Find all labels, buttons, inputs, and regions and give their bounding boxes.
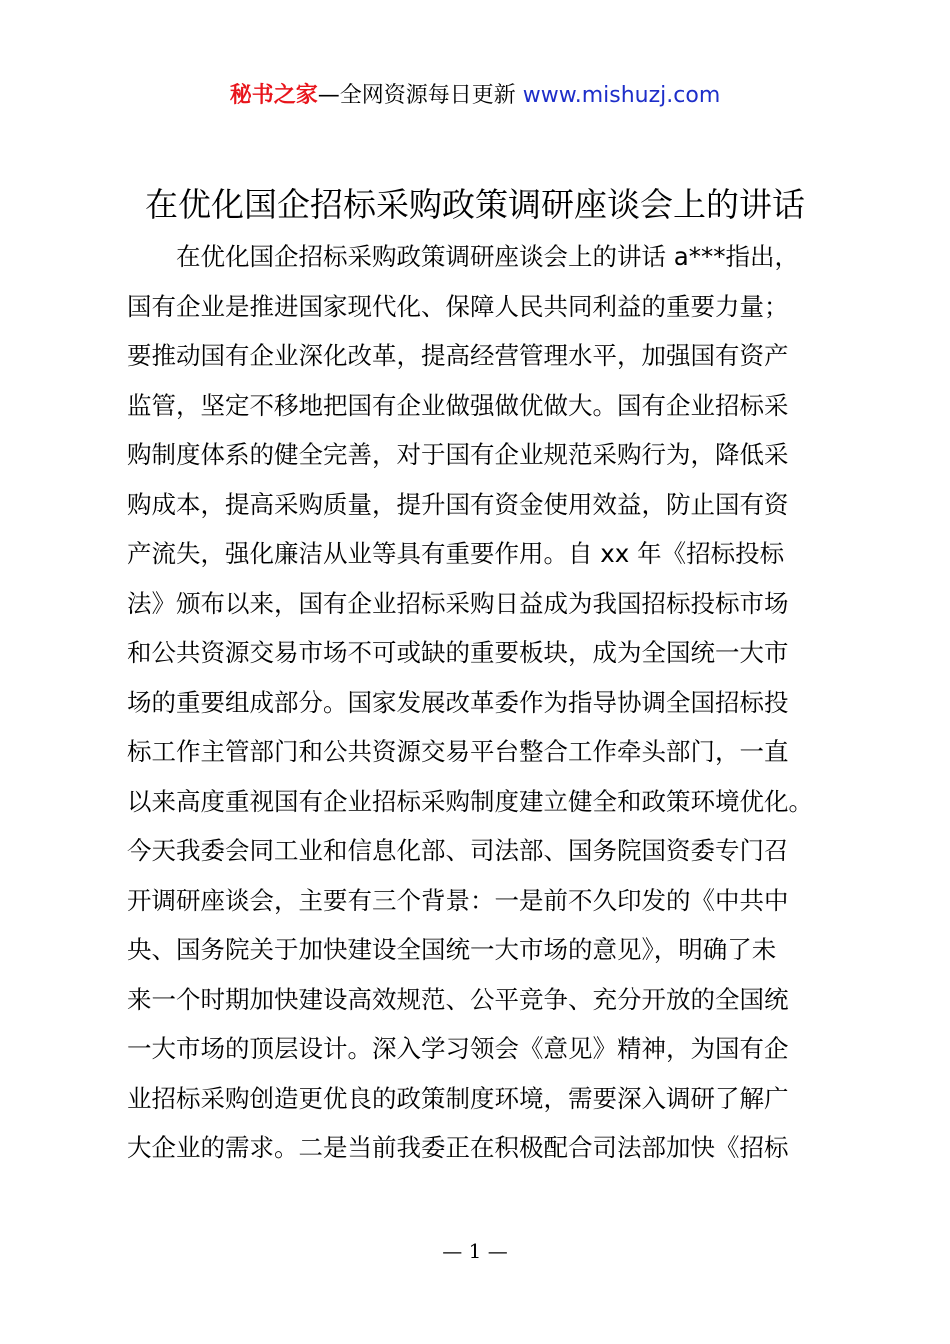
document-body	[127, 232, 837, 1173]
body-line: 场的重要组成部分。国家发展改革委作为指导协调全国招标投	[127, 687, 789, 717]
body-line: 购成本，提高采购质量，提升国有资金使用效益，防止国有资	[127, 489, 789, 519]
body-line: 业招标采购创造更优良的政策制度环境，需要深入调研了解广	[127, 1083, 789, 1113]
body-line: 要推动国有企业深化改革，提高经营管理水平，加强国有资产	[127, 341, 789, 370]
document-title: 在优化国企招标采购政策调研座谈会上的讲话	[145, 185, 805, 224]
body-line: 购制度体系的健全完善，对于国有企业规范采购行为，降低采	[127, 440, 789, 469]
site-header	[0, 80, 950, 112]
body-line: 监管，坚定不移地把国有企业做强做优做大。国有企业招标采	[127, 390, 789, 420]
body-line: 以来高度重视国有企业招标采购制度建立健全和政策环境优化。	[127, 786, 813, 816]
body-line: 大企业的需求。二是当前我委正在积极配合司法部加快《招标	[127, 1133, 789, 1162]
body-line: 央、国务院关于加快建设全国统一大市场的意见》，明确了未	[127, 935, 777, 964]
body-line: 开调研座谈会，主要有三个背景：一是前不久印发的《中共中	[127, 885, 789, 915]
body-line: 今天我委会同工业和信息化部、司法部、国务院国资委专门召	[127, 836, 789, 865]
page-number: — 1 —	[442, 1239, 508, 1263]
brand-name: 秘书之家	[229, 83, 318, 108]
body-line: 国有企业是推进国家现代化、保障人民共同利益的重要力量；	[127, 291, 789, 321]
body-line: 一大市场的顶层设计。深入学习领会《意见》精神，为国有企	[127, 1034, 789, 1063]
site-url-link[interactable]: www.mishuzj.com	[522, 83, 721, 108]
body-line: 法》颁布以来，国有企业招标采购日益成为我国招标投标市场	[127, 588, 789, 618]
body-line: 来一个时期加快建设高效规范、公平竞争、充分开放的全国统	[127, 984, 789, 1014]
body-line: 在优化国企招标采购政策调研座谈会上的讲话 a***指出，	[127, 242, 800, 271]
body-line: 产流失，强化廉洁从业等具有重要作用。自 xx 年《招标投标	[127, 539, 785, 568]
header-tagline: —全网资源每日更新	[317, 83, 523, 108]
body-line: 标工作主管部门和公共资源交易平台整合工作牵头部门，一直	[127, 737, 789, 766]
body-line: 和公共资源交易市场不可或缺的重要板块，成为全国统一大市	[127, 638, 789, 667]
